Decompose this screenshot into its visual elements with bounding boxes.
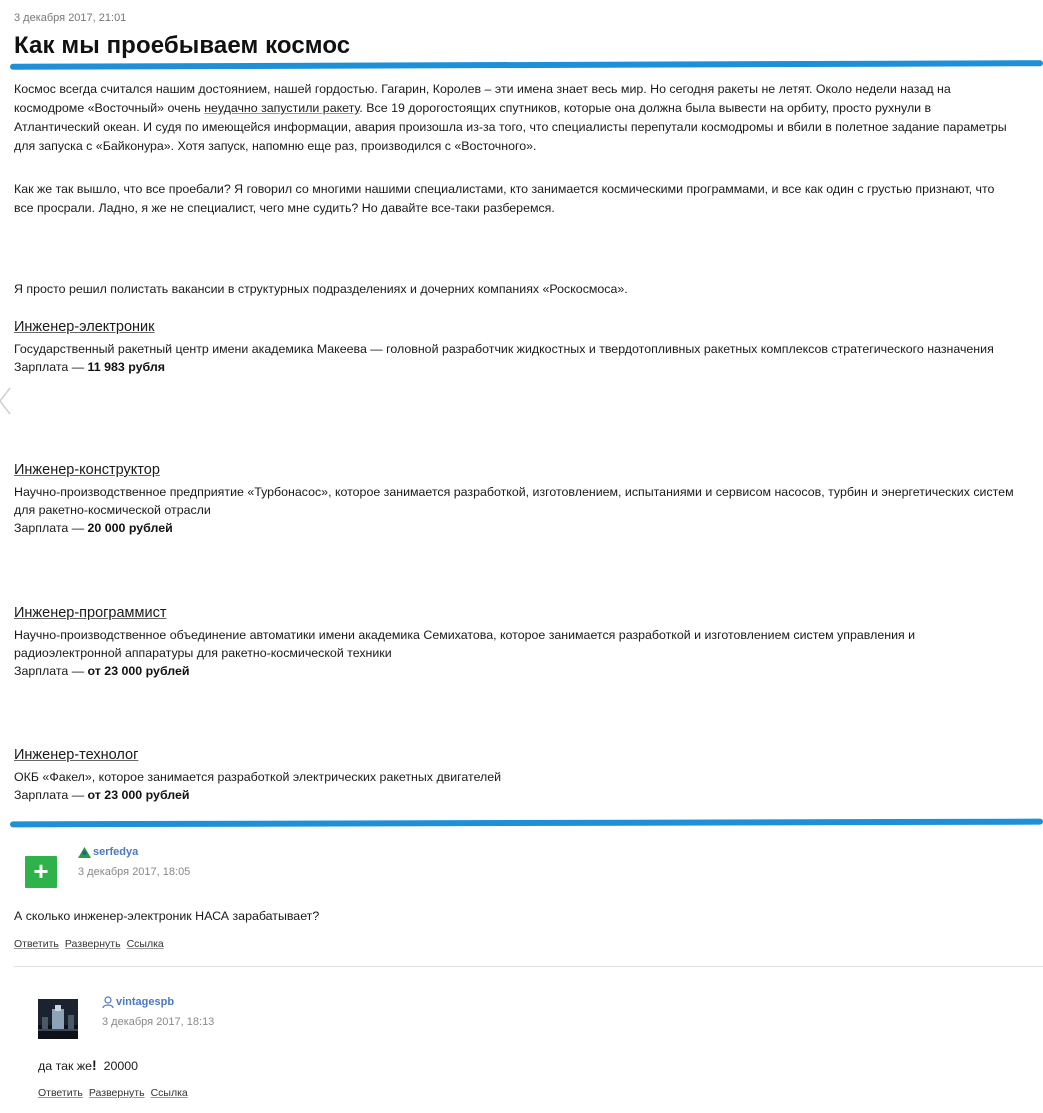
comment-text — [38, 1057, 138, 1073]
permalink-link[interactable]: Ссылка — [150, 1087, 188, 1099]
salary-label: Зарплата — — [14, 360, 88, 374]
paragraph-1-text-a: Космос всегда считался нашим достоянием, нашей гордостью. Гагарин, Королев – эти имена знает весь мир. Но сегодня ракеты не летят. Около недели назад на космодроме «Восточный» очень — [14, 82, 951, 115]
job-listing — [14, 746, 1024, 804]
salary-value: 20 000 рублей — [87, 521, 173, 535]
avatar-photo-image — [38, 999, 78, 1039]
comment-date: 3 декабря 2017, 18:13 — [102, 1016, 215, 1028]
job-title[interactable]: Инженер-электроник — [14, 319, 155, 335]
username-text: serfedya — [93, 846, 139, 858]
expand-link[interactable]: Развернуть — [64, 938, 121, 950]
job-description: Государственный ракетный центр имени академика Макеева — головной разработчик жидкостных и твердотопливных ракетных комплексов стратегического назначения — [14, 342, 994, 356]
article-paragraph-3: Я просто решил полистать вакансии в структурных подразделениях и дочерних компаниях «Роскосмоса». — [14, 282, 628, 296]
comment-text-main: да так же — [38, 1059, 93, 1073]
page-title: Как мы проебываем космос — [14, 32, 351, 59]
job-title[interactable]: Инженер-конструктор — [14, 462, 160, 478]
salary-label: Зарплата — — [14, 521, 88, 535]
job-listing — [14, 604, 1024, 680]
comment-date: 3 декабря 2017, 18:05 — [78, 866, 191, 878]
paragraph-1-text-b: . Все 19 дорогостоящих спутников, которые она должна была вывести на орбиту, просто рухнули в Атлантический океан. И судя по имеющейся информации, авария произошла из-за того, что специалисты перепутали космодромы и вбили в полетное задание параметры для запуска с «Байконура». Хотя запуск, напомню еще раз, производился с «Восточного». — [14, 101, 1007, 153]
permalink-link[interactable]: Ссылка — [126, 938, 164, 950]
comment-divider — [14, 966, 1043, 967]
failed-launch-link[interactable]: неудачно запустили ракету — [204, 101, 360, 115]
article-end-divider — [10, 819, 1043, 828]
comment-actions — [14, 938, 170, 950]
expand-link[interactable]: Развернуть — [88, 1087, 145, 1099]
comment-text: А сколько инженер-электроник НАСА зарабатывает? — [14, 909, 320, 923]
avatar[interactable] — [38, 999, 78, 1039]
job-listing — [14, 318, 1024, 376]
article-paragraph-2: Как же так вышло, что все проебали? Я говорил со многими нашими специалистами, кто занимается космическими программами, и все как один с грустью признают, что все просрали. Ладно, я же не специалист, чего мне судить? Но давайте все-таки разберемся. — [14, 182, 995, 215]
salary-value: от 23 000 рублей — [87, 664, 190, 678]
salary-value: 11 983 рубля — [87, 360, 165, 374]
job-description: Научно-производственное объединение автоматики имени академика Семихатова, которое занимается разработкой и изготовлением систем управления и радиоэлектронной аппаратуры для ракетно-космической техники — [14, 628, 916, 660]
job-title[interactable]: Инженер-технолог — [14, 747, 139, 763]
article-date: 3 декабря 2017, 21:01 — [14, 12, 127, 24]
job-salary — [14, 662, 1024, 680]
user-outline-icon — [102, 996, 114, 1008]
comment-author[interactable] — [102, 996, 174, 1008]
article-paragraph-1 — [14, 80, 1014, 156]
salary-label: Зарплата — — [14, 788, 88, 802]
chevron-left-icon[interactable] — [0, 386, 12, 416]
comment-text-number: 20000 — [96, 1059, 139, 1073]
salary-value: от 23 000 рублей — [87, 788, 190, 802]
title-divider — [10, 60, 1043, 70]
comment-actions — [38, 1087, 194, 1099]
comment — [0, 836, 1043, 966]
job-description: ОКБ «Факел», которое занимается разработкой электрических ракетных двигателей — [14, 770, 502, 784]
job-title[interactable]: Инженер-программист — [14, 605, 167, 621]
comment-text-emphasis: ! — [92, 1057, 97, 1073]
avatar[interactable]: + — [25, 856, 57, 888]
salary-label: Зарплата — — [14, 664, 88, 678]
job-salary — [14, 786, 1024, 804]
comment — [0, 990, 1043, 1110]
reply-link[interactable]: Ответить — [14, 938, 59, 950]
job-salary — [14, 519, 1024, 537]
job-salary — [14, 358, 1024, 376]
comment-author[interactable] — [78, 846, 138, 858]
username-text: vintagespb — [116, 996, 175, 1008]
user-badge-icon — [78, 847, 91, 858]
job-listing — [14, 461, 1024, 537]
reply-link[interactable]: Ответить — [38, 1087, 83, 1099]
job-description: Научно-производственное предприятие «Турбонасос», которое занимается разработкой, изготовлением, испытаниями и сервисом насосов, турбин и энергетических систем для ракетно-космической отрасли — [14, 485, 1014, 517]
